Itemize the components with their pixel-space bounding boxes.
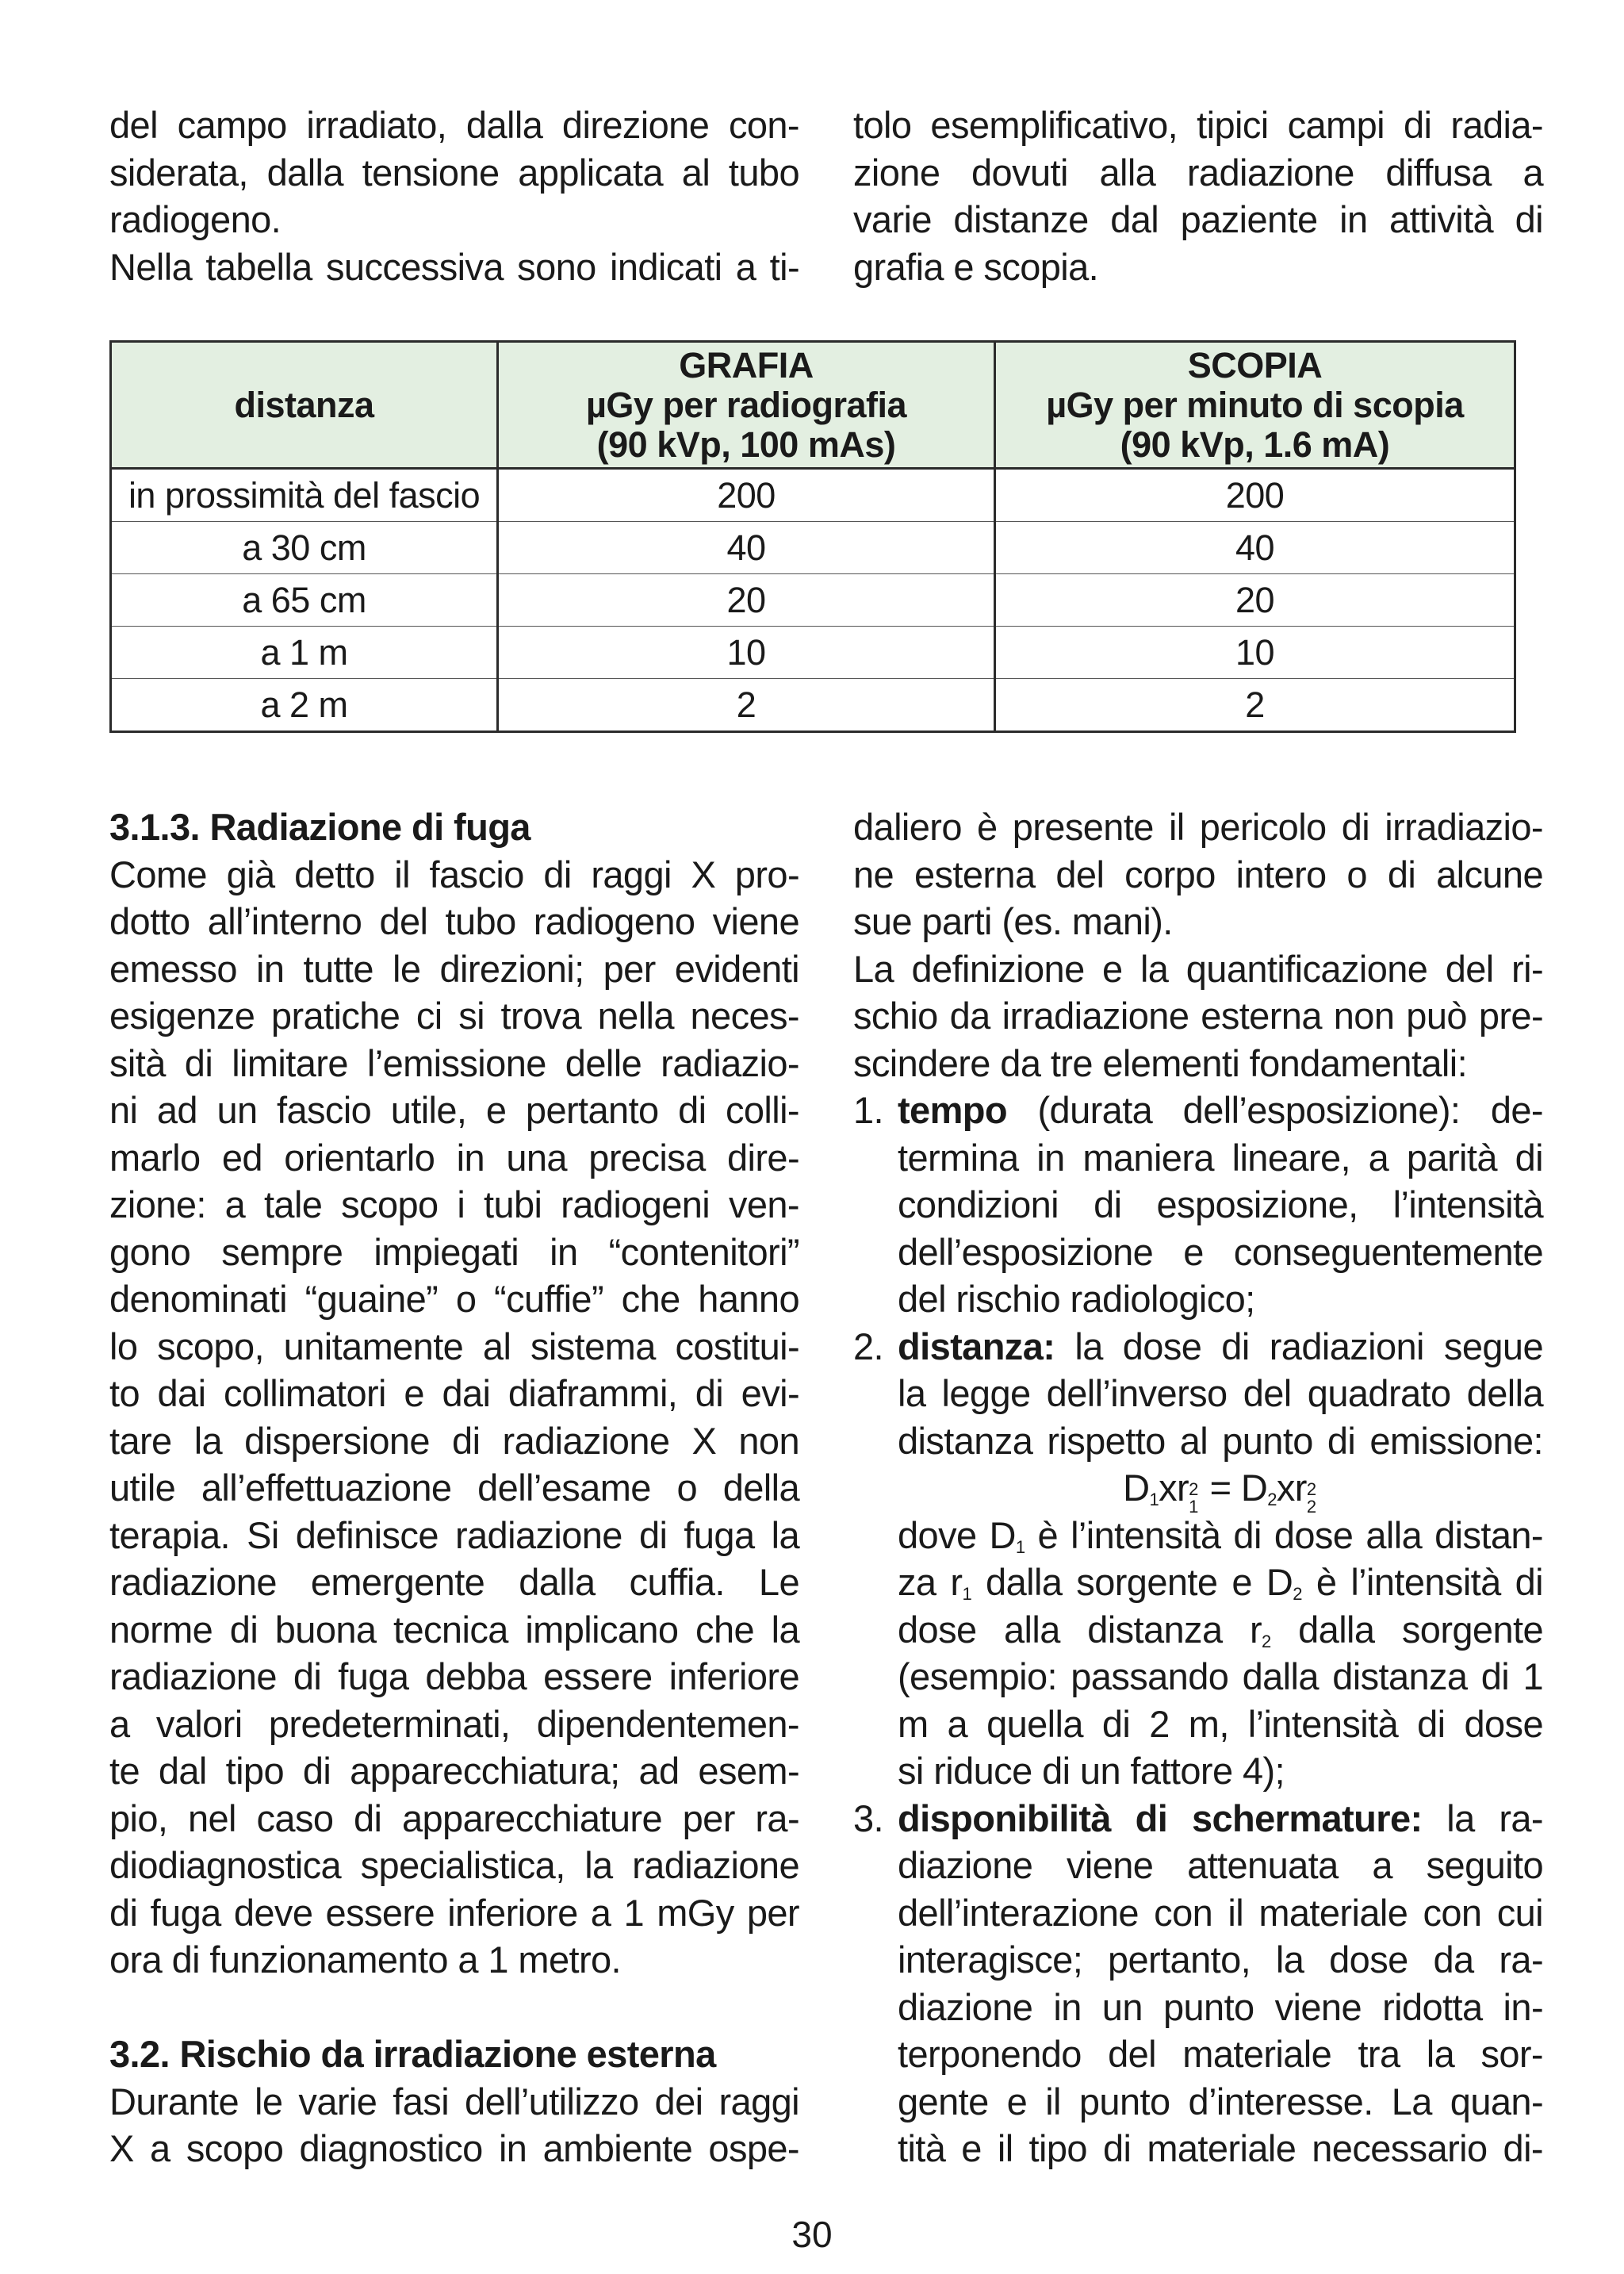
text-line: la legge dell’inverso del quadrato della: [898, 1372, 1543, 1414]
text-line: daliero è presente il pericolo di irradiazio-: [853, 806, 1543, 848]
header-scopia: [994, 342, 1515, 469]
text-line: distanza: la dose di radiazioni segue: [898, 1325, 1543, 1367]
term-tempo: tempo: [898, 1089, 1008, 1131]
list-number: 1.: [853, 1089, 883, 1131]
cell-grafia: 200: [498, 469, 995, 522]
paragraph-spacer: [109, 1984, 799, 2031]
text-line: gente e il punto d’interesse. La quan-: [898, 2080, 1543, 2123]
header-grafia-title: GRAFIA: [679, 344, 814, 385]
text-line: pio, nel caso di apparecchiature per ra-: [109, 1797, 799, 1839]
cell-scopia: 2: [994, 679, 1515, 732]
cell-scopia: 10: [994, 627, 1515, 679]
text-line: sità di limitare l’emissione delle radiazio-: [109, 1041, 799, 1084]
text-line: radiazione emergente dalla cuffia. Le: [109, 1561, 799, 1603]
text-line: emesso in tutte le direzioni; per evidenti: [109, 947, 799, 990]
text-line: te dal tipo di apparecchiatura; ad esem-: [109, 1750, 799, 1792]
text-line: La definizione e la quantificazione del ri-: [853, 947, 1543, 990]
text-line: schio da irradiazione esterna non può pre-: [853, 995, 1543, 1037]
text-line: marlo ed orientarlo in una precisa dire-: [109, 1136, 799, 1179]
text-line: scindere da tre elementi fondamentali:: [853, 1041, 1468, 1084]
right-column: [853, 803, 1543, 2172]
text-line: dose alla distanza $r_2$ dalla sorgente: [898, 1608, 1543, 1651]
header-grafia-params: (90 kVp, 100 mAs): [596, 424, 896, 465]
text-line: si riduce di un fattore 4);: [898, 1750, 1285, 1792]
text-line: dotto all’interno del tubo radiogeno viene: [109, 900, 799, 942]
cell-distance: a 65 cm: [111, 574, 498, 627]
list-item-distanza: [853, 1323, 1543, 1795]
header-grafia: [498, 342, 995, 469]
text-line: ne esterna del corpo intero o di alcune: [853, 853, 1543, 895]
table-row: [111, 627, 1515, 679]
header-scopia-title: SCOPIA: [1187, 344, 1323, 385]
text-line: to dai collimatori e dai diaframmi, di evi-: [109, 1372, 799, 1414]
header-distance: distanza: [111, 342, 498, 469]
text-line: radiogeno.: [109, 198, 282, 240]
text-line: (esempio: passando dalla distanza di 1: [898, 1655, 1543, 1697]
text-line: tità e il tipo di materiale necessario di-: [898, 2127, 1543, 2169]
text-line: Come già detto il fascio di raggi X pro-: [109, 853, 799, 895]
text-line: za $r_1$ dalla sorgente e $D_2$ è l’intensità di: [898, 1561, 1543, 1604]
text-line: interagisce; pertanto, la dose da ra-: [898, 1938, 1543, 1981]
cell-grafia: 40: [498, 522, 995, 574]
header-scopia-params: (90 kVp, 1.6 mA): [1120, 424, 1390, 465]
header-scopia-unit: µGy per minuto di scopia: [1046, 384, 1464, 425]
section-heading-3-1-3: 3.1.3. Radiazione di fuga: [109, 806, 530, 848]
text-line: m a quella di 2 m, l’intensità di dose: [898, 1702, 1543, 1745]
text-line: tempo (durata dell’esposizione): de-: [898, 1089, 1543, 1131]
intro-paragraph-left: [109, 102, 799, 290]
cell-distance: in prossimità del fascio: [111, 469, 498, 522]
text-line: esigenze pratiche ci si trova nella neces-: [109, 995, 799, 1037]
left-column: [109, 803, 799, 2172]
table-row: [111, 522, 1515, 574]
table-row: [111, 679, 1515, 732]
text-line: termina in maniera lineare, a parità di: [898, 1136, 1543, 1179]
text-line: grafia e scopia.: [853, 245, 1099, 288]
text-line: diazione viene attenuata a seguito: [898, 1844, 1543, 1886]
intro-paragraph-right: [853, 102, 1543, 290]
text-line: radiazione di fuga debba essere inferiore: [109, 1655, 799, 1697]
section-heading-3-2: 3.2. Rischio da irradiazione esterna: [109, 2033, 716, 2075]
list-number: 2.: [853, 1325, 883, 1367]
text-line: condizioni di esposizione, l’intensità: [898, 1183, 1543, 1225]
text-line: zione dovuti alla radiazione diffusa a: [853, 151, 1543, 194]
text-line: a valori predeterminati, dipendentemen-: [109, 1702, 799, 1745]
text-line: distanza rispetto al punto di emissione:: [898, 1419, 1543, 1462]
text-line: zione: a tale scopo i tubi radiogeni ven-: [109, 1183, 799, 1225]
cell-grafia: 2: [498, 679, 995, 732]
text-line: varie distanze dal paziente in attività di: [853, 198, 1543, 240]
text-line: del campo irradiato, dalla direzione con-: [109, 104, 799, 146]
cell-grafia: 10: [498, 627, 995, 679]
table-row: [111, 469, 1515, 522]
scatter-dose-table: [109, 340, 1516, 733]
text-line: X a scopo diagnostico in ambiente ospe-: [109, 2127, 799, 2169]
list-item-schermature: [853, 1795, 1543, 2172]
cell-distance: a 1 m: [111, 627, 498, 679]
text-line: ni ad un fascio utile, e pertanto di colli-: [109, 1089, 799, 1131]
page-number: 30: [791, 2214, 833, 2255]
text-line: lo scopo, unitamente al sistema costitui-: [109, 1325, 799, 1367]
text-line: dell’esposizione e conseguentemente: [898, 1230, 1543, 1273]
text-line: sue parti (es. mani).: [853, 900, 1173, 942]
text-line: utile all’effettuazione dell’esame o della: [109, 1467, 799, 1509]
table-row: [111, 574, 1515, 627]
cell-scopia: 40: [994, 522, 1515, 574]
list-item-tempo: [853, 1087, 1543, 1323]
text-line: gono sempre impiegati in “contenitori”: [109, 1230, 799, 1273]
cell-scopia: 200: [994, 469, 1515, 522]
text-line: dove $D_1$ è l’intensità di dose alla distan-: [898, 1513, 1543, 1557]
text-line: del rischio radiologico;: [898, 1278, 1255, 1320]
table-header-row: [111, 342, 1515, 469]
cell-grafia: 20: [498, 574, 995, 627]
text-line: dell’interazione con il materiale con cui: [898, 1891, 1543, 1934]
text-line: terapia. Si definisce radiazione di fuga la: [109, 1513, 799, 1556]
text-line: di fuga deve essere inferiore a 1 mGy per: [109, 1891, 799, 1934]
text-line: denominati “guaine” o “cuffie” che hanno: [109, 1278, 799, 1320]
cell-scopia: 20: [994, 574, 1515, 627]
text-line: tare la dispersione di radiazione X non: [109, 1419, 799, 1462]
text-line: disponibilità di schermature: la ra-: [898, 1797, 1543, 1839]
text-line: diodiagnostica specialistica, la radiazione: [109, 1844, 799, 1886]
term-distanza: distanza:: [898, 1325, 1055, 1367]
cell-distance: a 2 m: [111, 679, 498, 732]
text-line: norme di buona tecnica implicano che la: [109, 1608, 799, 1651]
header-grafia-unit: µGy per radiografia: [585, 384, 907, 425]
list-number: 3.: [853, 1797, 883, 1839]
text-line: tolo esemplificativo, tipici campi di radia-: [853, 104, 1543, 146]
text-line: siderata, dalla tensione applicata al tubo: [109, 151, 799, 194]
inverse-square-formula: $D_1xr$ 2 1 = $D_2xr$ 2 2: [1123, 1467, 1316, 1517]
text-line: terponendo del materiale tra la sor-: [898, 2033, 1543, 2075]
text-line: ora di funzionamento a 1 metro.: [109, 1938, 621, 1981]
text-line: Nella tabella successiva sono indicati a ti-: [109, 245, 799, 288]
cell-distance: a 30 cm: [111, 522, 498, 574]
text-line: Durante le varie fasi dell’utilizzo dei raggi: [109, 2080, 799, 2123]
text-line: diazione in un punto viene ridotta in-: [898, 1985, 1543, 2028]
term-schermature: disponibilità di schermature:: [898, 1797, 1423, 1839]
